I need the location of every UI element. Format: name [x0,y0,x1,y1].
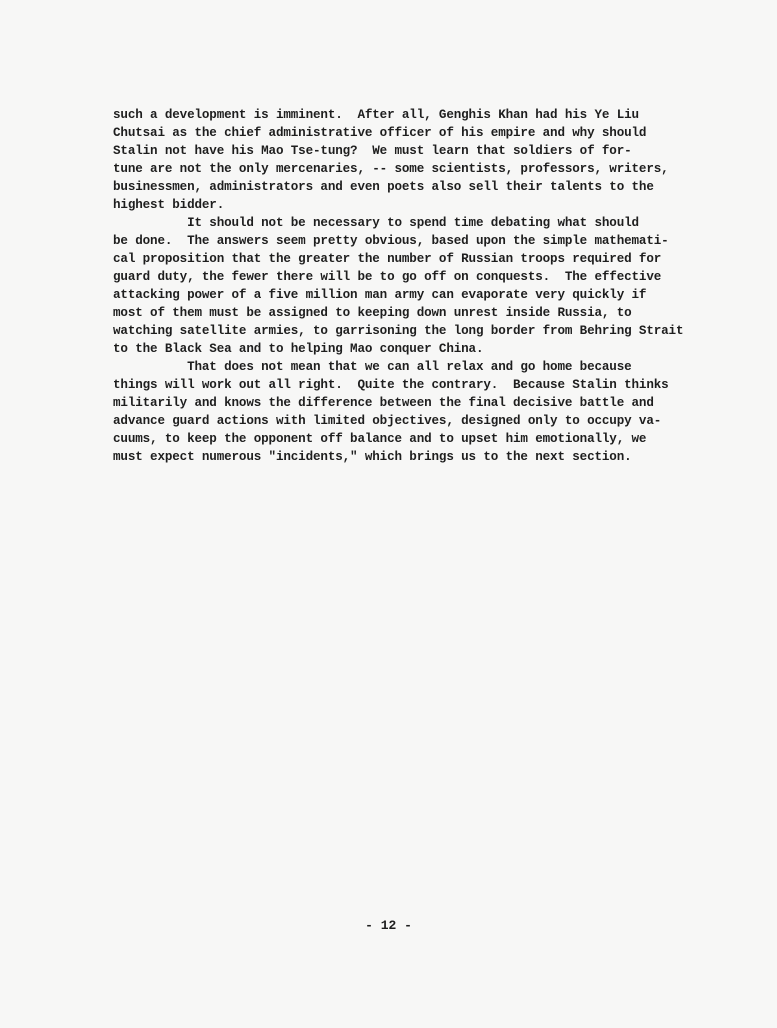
text-line: highest bidder. [113,198,225,212]
text-line: cal proposition that the greater the number of Russian troops required for [113,252,662,266]
text-line: cuums, to keep the opponent off balance and to upset him emotionally, we [113,432,647,446]
paragraph-3 [113,358,733,466]
text-line: most of them must be assigned to keeping down unrest inside Russia, to [113,306,632,320]
paragraph-2 [113,214,733,358]
text-line: must expect numerous "incidents," which brings us to the next section. [113,450,632,464]
text-line: advance guard actions with limited objectives, designed only to occupy va- [113,414,662,428]
text-line: such a development is imminent. After all, Genghis Khan had his Ye Liu [113,108,639,122]
text-line: Chutsai as the chief administrative officer of his empire and why should [113,126,647,140]
text-line: That does not mean that we can all relax and go home because [113,360,632,374]
text-line: be done. The answers seem pretty obvious, based upon the simple mathemati- [113,234,669,248]
text-line: militarily and knows the difference between the final decisive battle and [113,396,654,410]
paragraph-1 [113,106,733,214]
text-line: businessmen, administrators and even poets also sell their talents to the [113,180,654,194]
text-line: guard duty, the fewer there will be to go off on conquests. The effective [113,270,662,284]
text-line: It should not be necessary to spend time debating what should [113,216,639,230]
page-number: - 12 - [365,918,412,933]
text-line: Stalin not have his Mao Tse-tung? We must learn that soldiers of for- [113,144,632,158]
text-line: watching satellite armies, to garrisoning the long border from Behring Strait [113,324,684,338]
text-line: things will work out all right. Quite the contrary. Because Stalin thinks [113,378,669,392]
text-line: to the Black Sea and to helping Mao conquer China. [113,342,484,356]
text-line: tune are not the only mercenaries, -- some scientists, professors, writers, [113,162,669,176]
text-line: attacking power of a five million man army can evaporate very quickly if [113,288,647,302]
